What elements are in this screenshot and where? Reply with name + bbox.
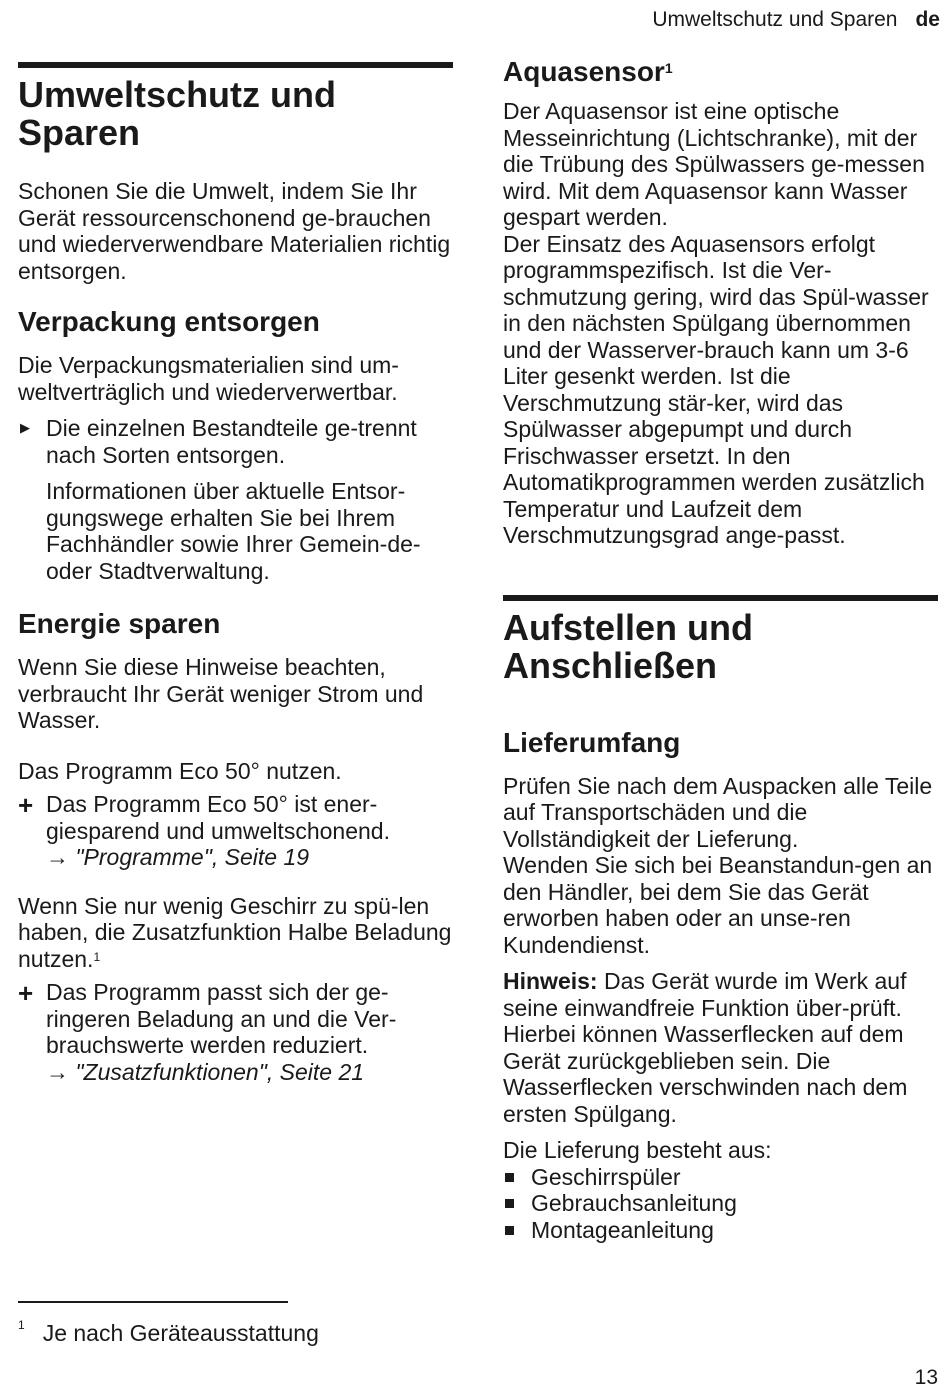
delivery-list-intro: Die Lieferung besteht aus: <box>503 1137 772 1163</box>
footnote-text: Je nach Geräteausstattung <box>42 1320 319 1346</box>
aquasensor-p2: Der Einsatz des Aquasensors erfolgt programmspezifisch. Ist die Ver-schmutzung gering, wird das Spül-wasser in den nächsten Spülgang übernommen und der Wasserver-brauch kann um 3-6 Liter gesenkt werden. Ist die Verschmutzung stär-ker, wird das Spülwasser abgepumpt und durch Frischwasser ersetzt. In den Automatikprogrammen werden zusätzlich Temperatur und Laufzeit dem Verschmutzungsgrad ange-passt. <box>503 230 929 548</box>
energy-tip-2-result <box>18 979 453 1085</box>
environment-intro: Schonen Sie die Umwelt, indem Sie Ihr Gerät ressourcenschonend ge-brauchen und wiederverwendbare Materialien richtig entsorgen. <box>18 178 451 284</box>
list-item-text: Geschirrspüler <box>531 1163 681 1190</box>
footnote-ref: 1 <box>93 949 101 964</box>
aquasensor-p1: Der Aquasensor ist eine optische Messeinrichtung (Lichtschranke), mit der die Trübung des Spülwassers ge-messen wird. Mit dem Aquasensor kann Wasser gespart werden. <box>503 98 925 230</box>
delivery-note <box>503 968 938 1127</box>
aquasensor-heading-text: Aquasensor <box>503 56 665 87</box>
header-section-title: Umweltschutz und Sparen <box>652 8 898 31</box>
heading-delivery: Lieferumfang <box>503 726 681 758</box>
packaging-info: Informationen über aktuelle Entsor-gungswege erhalten Sie bei Ihrem Fachhändler sowie Ihrer Gemein-de- oder Stadtverwaltung. <box>46 478 421 584</box>
list-item <box>503 1217 938 1244</box>
link-additional-functions[interactable] <box>46 1059 453 1086</box>
plus-icon: + <box>18 790 34 820</box>
section-rule <box>18 62 453 68</box>
energy-tip-1-result-text: Das Programm Eco 50° ist ener-giesparend und umweltschonend. <box>46 791 390 844</box>
right-column <box>503 56 938 1243</box>
link-programme[interactable] <box>46 844 453 871</box>
packaging-text: Die Verpackungsmaterialien sind um-weltverträglich und wiederverwertbar. <box>18 352 399 405</box>
energy-tip-2-text: Wenn Sie nur wenig Geschirr zu spü-len haben, die Zusatzfunktion Halbe Beladung nutzen. <box>18 892 452 972</box>
footnote-mark: 1 <box>18 1318 25 1332</box>
link-programme-text[interactable]: "Programme", Seite 19 <box>75 844 310 870</box>
energy-tip-2 <box>18 893 453 973</box>
arrow-right-icon: → <box>46 1058 76 1085</box>
list-item <box>503 1190 938 1217</box>
link-additional-functions-text[interactable]: "Zusatzfunktionen", Seite 21 <box>75 1058 365 1085</box>
packaging-step <box>18 415 453 468</box>
page-number: 13 <box>914 1366 938 1389</box>
packaging-step-text: Die einzelnen Bestandteile ge-trennt nach Sorten entsorgen. <box>46 415 417 468</box>
footnote-rule <box>18 1301 288 1303</box>
delivery-p1: Prüfen Sie nach dem Auspacken alle Teile auf Transportschäden und die Vollständigkeit der Lieferung. <box>503 772 933 852</box>
energy-tip-2-result-text: Das Programm passt sich der ge-ringeren Beladung an und die Ver-brauchswerte werden reduziert. <box>46 979 397 1058</box>
delivery-p2: Wenden Sie sich bei Beanstandun-gen an den Händler, bei dem Sie das Gerät erworben haben oder an unse-ren Kundendienst. <box>503 852 933 958</box>
list-item <box>503 1164 938 1191</box>
triangle-bullet-icon: ▶ <box>20 420 30 435</box>
plus-icon: + <box>18 978 34 1008</box>
note-label: Hinweis: <box>503 968 598 994</box>
header-language: de <box>915 8 940 31</box>
running-header <box>652 8 940 32</box>
energy-tip-1-result <box>18 791 453 871</box>
note-text: Das Gerät wurde im Werk auf seine einwandfreie Funktion über-prüft. Hierbei können Wasserflecken auf dem Gerät zurückgeblieben sein. Die Wasserflecken verschwinden nach dem ersten Spülgang. <box>503 968 908 1127</box>
square-bullet-icon <box>505 1199 514 1208</box>
footnote <box>18 1320 319 1347</box>
heading-energy: Energie sparen <box>18 608 221 639</box>
section-title-installation: Aufstellen und Anschließen <box>503 606 753 686</box>
energy-text: Wenn Sie diese Hinweise beachten, verbraucht Ihr Gerät weniger Strom und Wasser. <box>18 654 424 733</box>
list-item-text: Montageanleitung <box>531 1216 714 1243</box>
list-item-text: Gebrauchsanleitung <box>531 1190 737 1216</box>
left-column <box>18 62 453 1085</box>
section-title-environment: Umweltschutz und Sparen <box>18 74 337 153</box>
square-bullet-icon <box>505 1226 514 1235</box>
heading-packaging: Verpackung entsorgen <box>18 306 320 337</box>
square-bullet-icon <box>505 1173 514 1182</box>
footnote-ref: 1 <box>664 60 673 76</box>
arrow-right-icon: → <box>46 844 76 870</box>
energy-tip-1: Das Programm Eco 50° nutzen. <box>18 757 342 784</box>
heading-aquasensor <box>503 56 938 88</box>
section-rule <box>503 595 938 601</box>
